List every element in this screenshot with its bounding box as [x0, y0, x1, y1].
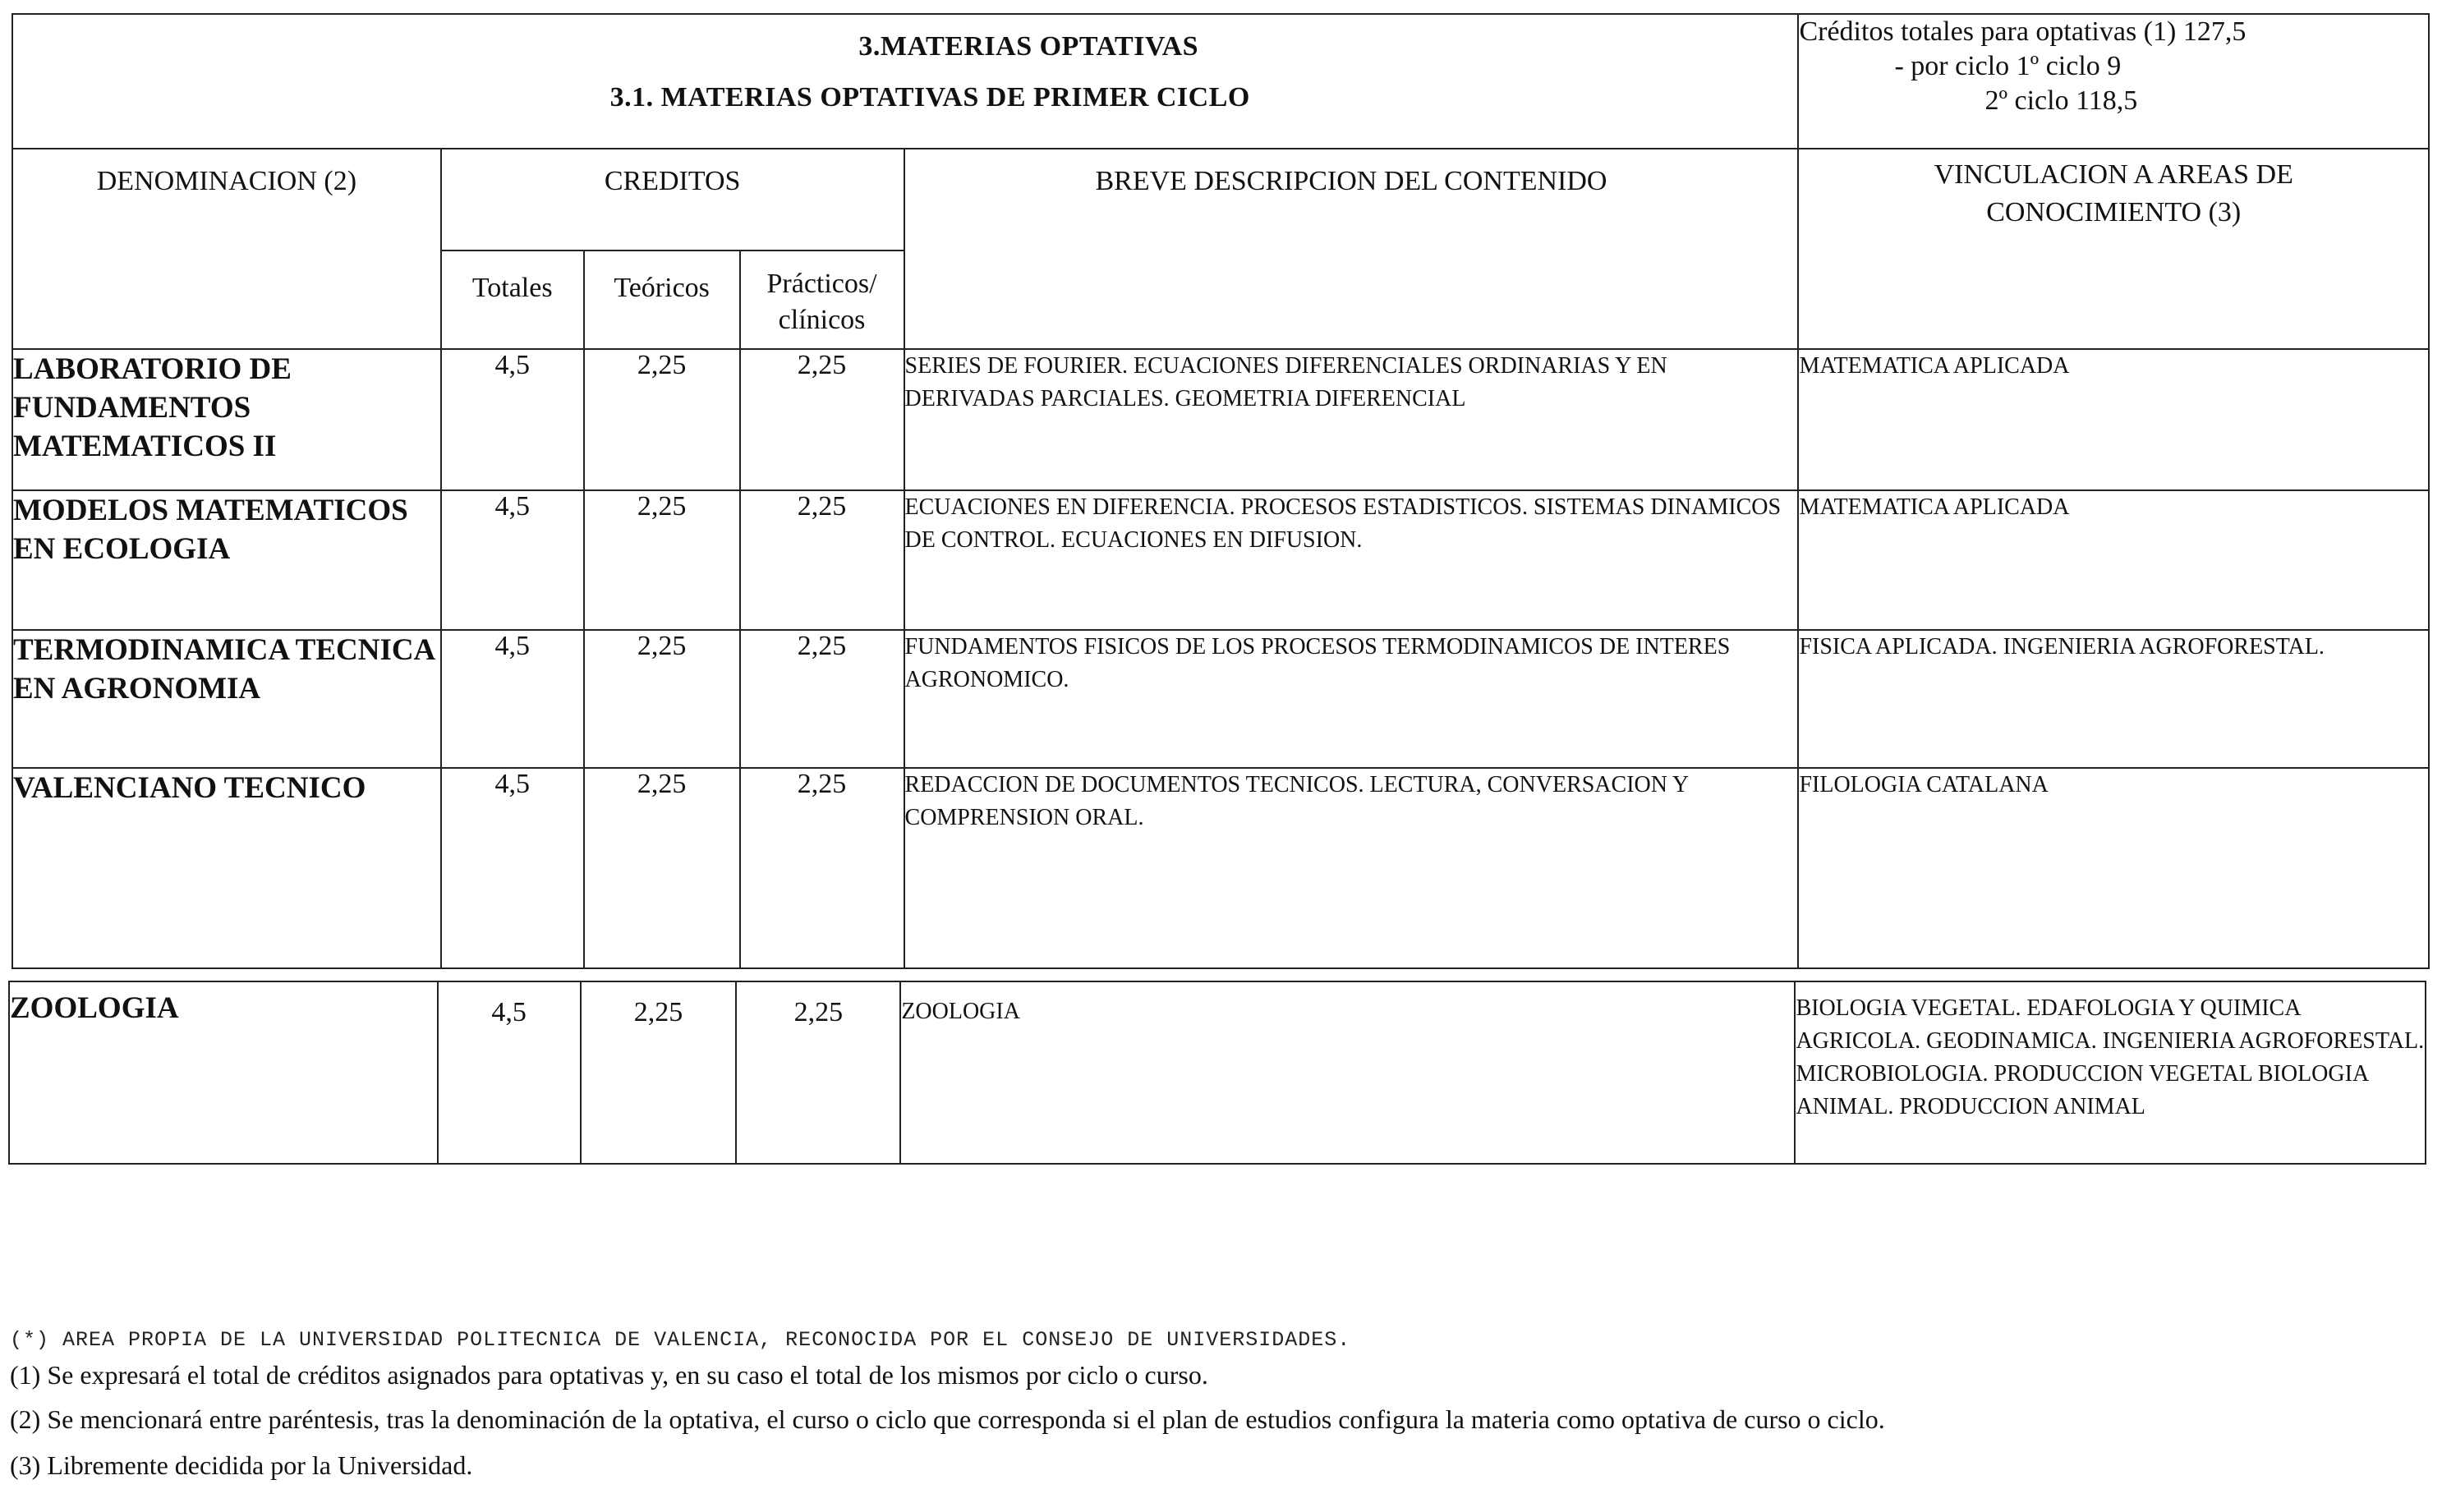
subject-areas: FILOLOGIA CATALANA [1798, 768, 2429, 968]
subject-name: MODELOS MATEMATICOS EN ECOLOGIA [12, 490, 441, 630]
table-row [12, 768, 2429, 968]
credits-practicos: 2,25 [740, 490, 904, 630]
optativas-table-continued [8, 981, 2426, 1165]
subject-description: ZOOLOGIA [900, 981, 1795, 1164]
credits-practicos: 2,25 [740, 349, 904, 490]
credits-practicos: 2,25 [736, 981, 900, 1164]
subject-name: VALENCIANO TECNICO [12, 768, 441, 968]
credits-total: Créditos totales para optativas (1) 127,5 [1799, 16, 2247, 47]
footnote-2: (2) Se mencionará entre paréntesis, tras la denominación de la optativa, el curso o ciclo que corresponda si el plan de estudios configura la materia como optativa de curso o ciclo. [10, 1404, 1885, 1434]
subject-name: LABORATORIO DE FUNDAMENTOS MATEMATICOS II [12, 349, 441, 490]
footnotes [10, 1324, 2392, 1483]
credits-cycle-1: - por ciclo 1º ciclo 9 [1894, 51, 2122, 81]
credits-totales: 4,5 [441, 490, 584, 630]
credits-totales: 4,5 [441, 349, 584, 490]
credits-teoricos: 2,25 [584, 349, 740, 490]
credits-practicos: 2,25 [740, 630, 904, 768]
title-cell [12, 14, 1798, 149]
subject-areas: MATEMATICA APLICADA [1798, 349, 2429, 490]
subject-description: SERIES DE FOURIER. ECUACIONES DIFERENCIALES ORDINARIAS Y EN DERIVADAS PARCIALES. GEOMETRIA DIFERENCIAL [904, 349, 1799, 490]
section-subtitle: 3.1. MATERIAS OPTATIVAS DE PRIMER CICLO [609, 82, 1250, 113]
subject-name: TERMODINAMICA TECNICA EN AGRONOMIA [12, 630, 441, 768]
credits-teoricos: 2,25 [581, 981, 737, 1164]
credits-cycle-2: 2º ciclo 118,5 [1984, 85, 2138, 116]
subject-areas: MATEMATICA APLICADA [1798, 490, 2429, 630]
col-practicos: Prácticos/ clínicos [740, 250, 904, 349]
table-row [12, 490, 2429, 630]
footnote-1: (1) Se expresará el total de créditos asignados para optativas y, en su caso el total de los mismos por ciclo o curso. [10, 1360, 1208, 1390]
optativas-table [11, 13, 2430, 969]
credits-teoricos: 2,25 [584, 630, 740, 768]
credits-practicos: 2,25 [740, 768, 904, 968]
table-row [12, 630, 2429, 768]
subject-description: REDACCION DE DOCUMENTOS TECNICOS. LECTURA, CONVERSACION Y COMPRENSION ORAL. [904, 768, 1799, 968]
col-descripcion: BREVE DESCRIPCION DEL CONTENIDO [904, 149, 1799, 349]
col-teoricos: Teóricos [584, 250, 740, 349]
subject-description: FUNDAMENTOS FISICOS DE LOS PROCESOS TERMODINAMICOS DE INTERES AGRONOMICO. [904, 630, 1799, 768]
section-title: 3.MATERIAS OPTATIVAS [858, 31, 1199, 62]
col-creditos: CREDITOS [441, 149, 904, 250]
subject-areas: FISICA APLICADA. INGENIERIA AGROFORESTAL. [1798, 630, 2429, 768]
table-row [12, 349, 2429, 490]
col-vinculacion: VINCULACION A AREAS DE CONOCIMIENTO (3) [1798, 149, 2429, 349]
table-row [9, 981, 2426, 1164]
footnote-star: (*) AREA PROPIA DE LA UNIVERSIDAD POLITECNICA DE VALENCIA, RECONOCIDA POR EL CONSEJO DE UNIVERSIDADES. [10, 1328, 1351, 1352]
title-row [12, 14, 2429, 149]
credits-teoricos: 2,25 [584, 490, 740, 630]
credits-teoricos: 2,25 [584, 768, 740, 968]
credits-totales: 4,5 [438, 981, 581, 1164]
credits-totales: 4,5 [441, 768, 584, 968]
footnote-3: (3) Libremente decidida por la Universidad. [10, 1450, 473, 1480]
subject-name: ZOOLOGIA [9, 981, 438, 1164]
col-denominacion: DENOMINACION (2) [12, 149, 441, 349]
column-header-row [12, 149, 2429, 250]
subject-description: ECUACIONES EN DIFERENCIA. PROCESOS ESTADISTICOS. SISTEMAS DINAMICOS DE CONTROL. ECUACIONES EN DIFUSION. [904, 490, 1799, 630]
col-totales: Totales [441, 250, 584, 349]
subject-areas: BIOLOGIA VEGETAL. EDAFOLOGIA Y QUIMICA AGRICOLA. GEODINAMICA. INGENIERIA AGROFORESTAL. MICROBIOLOGIA. PRODUCCION VEGETAL BIOLOGIA ANIMAL. PRODUCCION ANIMAL [1795, 981, 2426, 1164]
credits-totales: 4,5 [441, 630, 584, 768]
credits-summary-cell [1798, 14, 2429, 149]
